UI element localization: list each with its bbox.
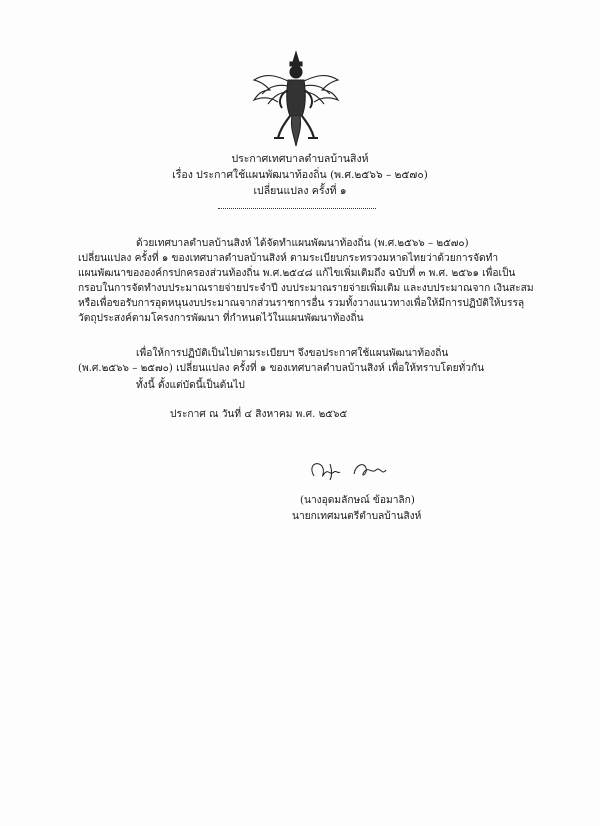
signatory-name: (นางอุดมลักษณ์ ข้อมาลิก) [300, 495, 415, 506]
dotted-divider [218, 208, 376, 209]
garuda-emblem [248, 50, 344, 150]
paragraph-line: เปลี่ยนแปลง ครั้งที่ ๑ ของเทศบาลตำบลบ้านสิงห์ ตามระเบียบกระทรวงมหาดไทยว่าด้วยการจัดทำ [78, 253, 499, 264]
paragraph-2 [78, 346, 547, 376]
paragraph-line: วัตถุประสงค์ตามโครงการพัฒนา ที่กำหนดไว้ในแผนพัฒนาท้องถิ่น [78, 313, 364, 324]
paragraph-line: เพื่อให้การปฏิบัติเป็นไปตามระเบียบฯ จึงขอประกาศใช้แผนพัฒนาท้องถิ่น [136, 348, 449, 359]
signatory-position: นายกเทศมนตรีตำบลบ้านสิงห์ [292, 511, 422, 522]
paragraph-1 [78, 236, 547, 326]
announcement-revision: เปลี่ยนแปลง ครั้งที่ ๑ [253, 185, 347, 197]
announcement-date: ประกาศ ณ วันที่ ๔ สิงหาคม พ.ศ. ๒๕๖๕ [170, 409, 348, 420]
paragraph-line: (พ.ศ.๒๕๖๖ – ๒๕๗๐) เปลี่ยนแปลง ครั้งที่ ๑ ของเทศบาลตำบลบ้านสิงห์ เพื่อให้ทราบโดยทั่วกัน [78, 363, 485, 374]
announcement-title: ประกาศเทศบาลตำบลบ้านสิงห์ [231, 153, 369, 165]
paragraph-line: ด้วยเทศบาลตำบลบ้านสิงห์ ได้จัดทำแผนพัฒนาท้องถิ่น (พ.ศ.๒๕๖๖ – ๒๕๗๐) [136, 238, 469, 249]
paragraph-line: หรือเพื่อขอรับการอุดหนุนงบประมาณจากส่วนราชการอื่น รวมทั้งวางแนวทางเพื่อให้มีการปฏิบัติให้บรรลุ [78, 298, 525, 309]
announcement-subject: เรื่อง ประกาศใช้แผนพัฒนาท้องถิ่น (พ.ศ.๒๕๖๖ – ๒๕๗๐) [172, 169, 428, 181]
paragraph-line: กรอบในการจัดทำงบประมาณรายจ่ายประจำปี งบประมาณรายจ่ายเพิ่มเติม และงบประมาณจาก เงินสะสม [78, 283, 534, 294]
handwritten-signature [294, 456, 424, 486]
paragraph-line: แผนพัฒนาขององค์กรปกครองส่วนท้องถิ่น พ.ศ.๒๕๔๘ แก้ไขเพิ่มเติมถึง ฉบับที่ ๓ พ.ศ. ๒๕๖๑ เพื่อเป็น [78, 268, 516, 279]
effective-statement: ทั้งนี้ ตั้งแต่บัดนี้เป็นต้นไป [136, 380, 245, 391]
